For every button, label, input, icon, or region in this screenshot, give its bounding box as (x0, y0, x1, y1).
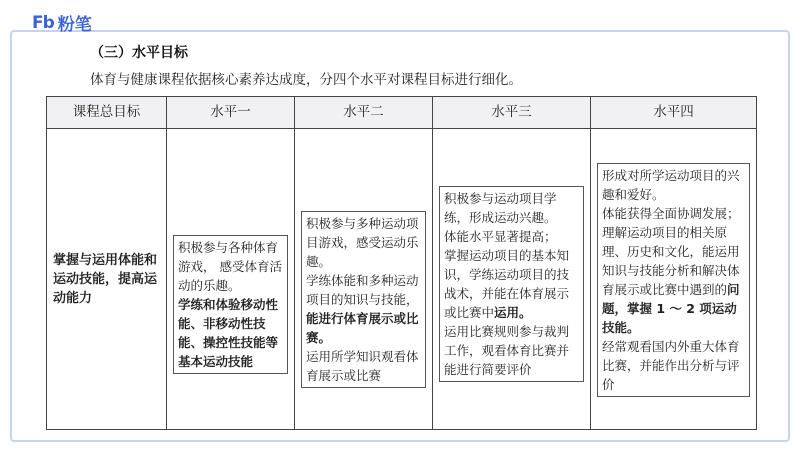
brand-logo (32, 10, 92, 35)
header-level-2: 水平二 (295, 97, 433, 129)
level-1-content (173, 235, 288, 374)
header-level-3: 水平三 (433, 97, 591, 129)
level-goals-table (46, 96, 757, 430)
level-1-text-1: 积极参与各种体育 游戏， 感受体育活动的乐趣。 (178, 239, 282, 293)
level-3-cell (433, 129, 591, 430)
level-2-text-2b: 能进行体育展示或比赛。 (306, 310, 419, 345)
brand-name: 粉笔 (57, 15, 92, 35)
level-2-text-2a: 学练体能和多种运动项目的知识与技能， (306, 272, 419, 307)
section-title: （三）水平目标 (90, 45, 188, 61)
level-2-cell (295, 129, 433, 430)
level-3-content (439, 186, 584, 382)
level-1-text-2: 学练和体验移动性能、非移动性技能、操控性技能等基本运动技能 (178, 296, 279, 369)
level-2-content (301, 211, 426, 388)
level-2-text-3: 运用所学知识观看体育展示或比赛 (306, 348, 419, 383)
table-header-row (47, 97, 757, 129)
level-4-content (597, 163, 750, 397)
level-2-text-2 (306, 271, 421, 347)
overall-goal-cell (47, 129, 167, 430)
table-row (47, 129, 757, 430)
level-3-text-3 (444, 246, 579, 322)
level-3-text-1: 积极参与运动项目学练，形成运动兴趣。 (444, 191, 557, 225)
intro-text: 体育与健康课程依据核心素养达成度，分四个水平对课程目标进行细化。 (90, 72, 522, 88)
fb-logo-icon: Fb (32, 12, 54, 33)
level-4-text-3: 经常观看国内外重大体育比赛，并能作出分析与评价 (602, 339, 740, 392)
level-3-text-2: 体能水平显著提高； (444, 229, 557, 244)
overall-goal-text: 掌握与运用体能和运动技能，提高运动能力 (53, 252, 158, 306)
level-4-cell (591, 129, 757, 430)
level-3-text-3a: 掌握运动项目的基本知识，学练运动项目的技战术，并能在体育展示或比赛中 (444, 248, 570, 320)
level-4-text-2 (602, 204, 745, 337)
header-overall-goal: 课程总目标 (47, 97, 167, 129)
level-2-text-1: 积极参与多种运动项目游戏，感受运动乐趣。 (306, 215, 419, 269)
level-4-text-1: 形成对所学运动项目的兴趣和爱好。 (602, 168, 740, 202)
level-4-text-2b: 问题，掌握 1 ～ 2 项运动技能。 (602, 282, 740, 335)
level-4-text-2a: 体能获得全面协调发展；理解运动项目的相关原理、历史和文化，能运用知识与技能分析和解决体育展示或比赛中遇到的 (602, 206, 740, 297)
level-3-text-4: 运用比赛规则参与裁判工作，观看体育比赛并能进行简要评价 (444, 324, 570, 377)
header-level-1: 水平一 (167, 97, 295, 129)
header-level-4: 水平四 (591, 97, 757, 129)
level-3-text-3b: 运用。 (494, 305, 532, 320)
level-1-cell (167, 129, 295, 430)
